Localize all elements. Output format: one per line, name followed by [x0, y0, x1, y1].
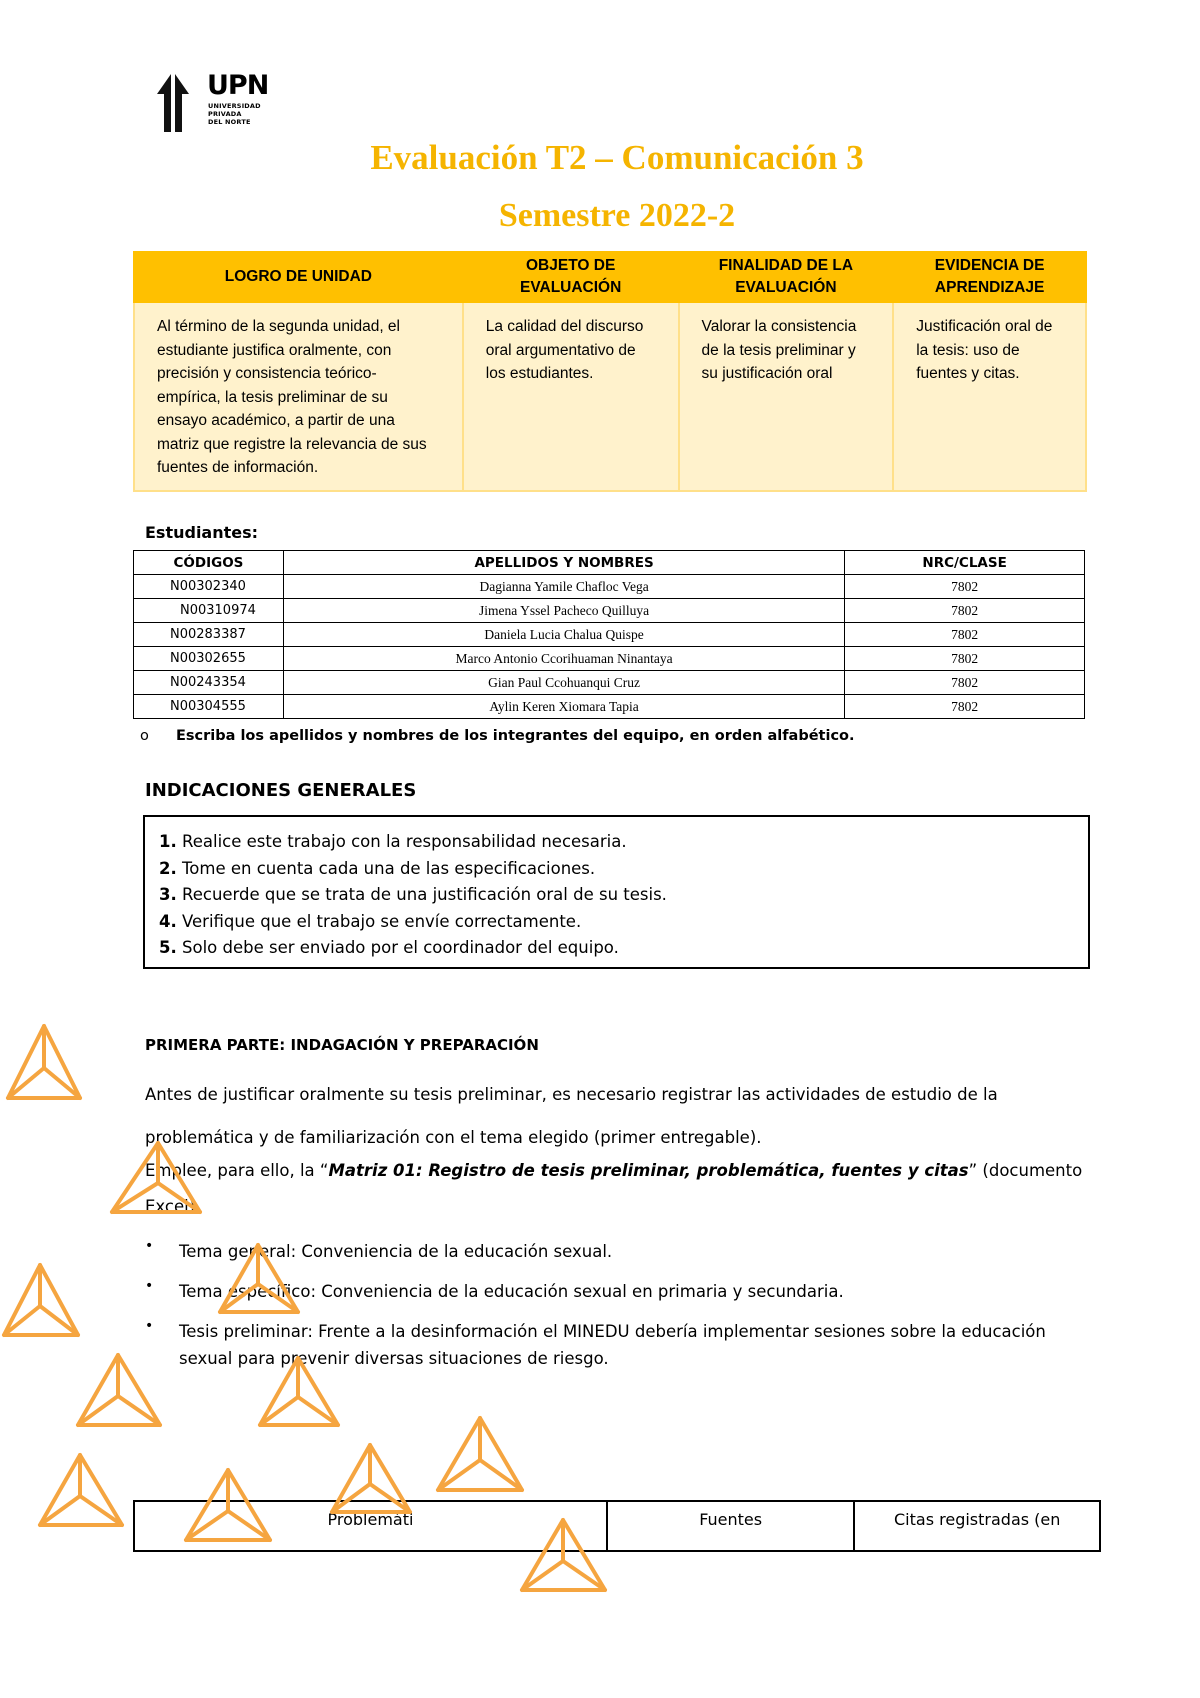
student-nrc: 7802 [845, 575, 1085, 599]
table-row [134, 599, 1085, 623]
student-nrc: 7802 [845, 671, 1085, 695]
header-evidencia: EVIDENCIA DE APRENDIZAJE [893, 252, 1086, 302]
list-item: 2. Tome en cuenta cada una de las especificaciones. [159, 858, 596, 878]
student-nrc: 7802 [845, 695, 1085, 719]
section-heading: PRIMERA PARTE: INDAGACIÓN Y PREPARACIÓN [145, 1036, 539, 1054]
student-code: N00302340 [134, 575, 284, 599]
triangle-watermark-icon [78, 1355, 160, 1425]
page-title: Evaluación T2 – Comunicación 3 [370, 138, 864, 177]
students-label: Estudiantes: [145, 523, 259, 542]
logro-table [133, 251, 1087, 492]
logo-name: UPN [207, 70, 269, 101]
student-name: Gian Paul Ccohuanqui Cruz [283, 671, 844, 695]
table-row [134, 671, 1085, 695]
triangle-watermark-icon [40, 1455, 122, 1525]
list-item: 1. Realice este trabajo con la responsabilidad necesaria. [159, 832, 627, 851]
student-name: Daniela Lucia Chalua Quispe [283, 623, 844, 647]
cell-logro: Al término de la segunda unidad, el estudiante justifica oralmente, con precisión y consistencia teórico-empírica, la tesis preliminar de su ensayo académico, a partir de una matriz que registre la relevancia de sus fuentes de información. [134, 302, 463, 491]
paragraph-1: Antes de justificar oralmente su tesis preliminar, es necesario registrar las actividades de estudio de la problemática y de familiarización con el tema elegido (primer entregable). [145, 1085, 998, 1147]
student-code: N00243354 [134, 671, 284, 695]
header-nrc: NRC/CLASE [845, 551, 1085, 575]
student-code: N00283387 [134, 623, 284, 647]
bullet-icon: • [145, 1278, 154, 1294]
list-item: 3. Recuerde que se trata de una justificación oral de su tesis. [159, 885, 667, 904]
table-header-row [134, 551, 1085, 575]
indicaciones-title: INDICACIONES GENERALES [145, 780, 417, 801]
indicaciones-box [143, 815, 1090, 969]
table-row [134, 647, 1085, 671]
paragraph-2: Emplee, para ello, la “Matriz 01: Registro de tesis preliminar, problemática, fuentes y citas” (documento Excel). [145, 1161, 1083, 1216]
bullet-icon: • [145, 1318, 154, 1334]
student-nrc: 7802 [845, 623, 1085, 647]
table-row [134, 695, 1085, 719]
logo-subtitle: UNIVERSIDAD PRIVADA DEL NORTE [208, 102, 261, 126]
list-item: 5. Solo debe ser enviado por el coordinador del equipo. [159, 938, 619, 957]
upn-logo [155, 70, 269, 134]
header-citas: Citas registradas (en [854, 1501, 1100, 1551]
upn-logo-arrow-icon [155, 72, 205, 134]
student-code: N00302655 [134, 647, 284, 671]
matrix-table [133, 1500, 1101, 1552]
student-code: N00310974 [134, 599, 284, 623]
cell-evidencia: Justificación oral de la tesis: uso de fuentes y citas. [893, 302, 1086, 491]
student-name: Marco Antonio Ccorihuaman Ninantaya [283, 647, 844, 671]
triangle-watermark-icon [438, 1418, 522, 1490]
student-nrc: 7802 [845, 647, 1085, 671]
table-row [134, 575, 1085, 599]
header-problematica: Problemáti [134, 1501, 607, 1551]
triangle-watermark-icon [4, 1265, 78, 1335]
cell-finalidad: Valorar la consistencia de la tesis preliminar y su justificación oral [679, 302, 894, 491]
student-name: Aylin Keren Xiomara Tapia [283, 695, 844, 719]
header-logro: LOGRO DE UNIDAD [134, 252, 463, 302]
cell-objeto: La calidad del discurso oral argumentativo de los estudiantes. [463, 302, 679, 491]
header-fuentes: Fuentes [607, 1501, 854, 1551]
bullet-icon: • [145, 1238, 154, 1254]
triangle-watermark-icon [8, 1026, 80, 1098]
header-finalidad: FINALIDAD DE LA EVALUACIÓN [679, 252, 894, 302]
students-note: o Escriba los apellidos y nombres de los integrantes del equipo, en orden alfabético. [140, 728, 855, 744]
student-name: Dagianna Yamile Chafloc Vega [283, 575, 844, 599]
header-codigos: CÓDIGOS [134, 551, 284, 575]
student-nrc: 7802 [845, 599, 1085, 623]
semester-title: Semestre 2022-2 [498, 197, 736, 234]
students-table [133, 550, 1085, 719]
header-nombres: APELLIDOS Y NOMBRES [283, 551, 844, 575]
header-objeto: OBJETO DE EVALUACIÓN [463, 252, 679, 302]
list-item: 4. Verifique que el trabajo se envíe correctamente. [159, 911, 582, 931]
table-row [134, 623, 1085, 647]
student-code: N00304555 [134, 695, 284, 719]
student-name: Jimena Yssel Pacheco Quilluya [283, 599, 844, 623]
note-bullet: o [140, 728, 149, 744]
